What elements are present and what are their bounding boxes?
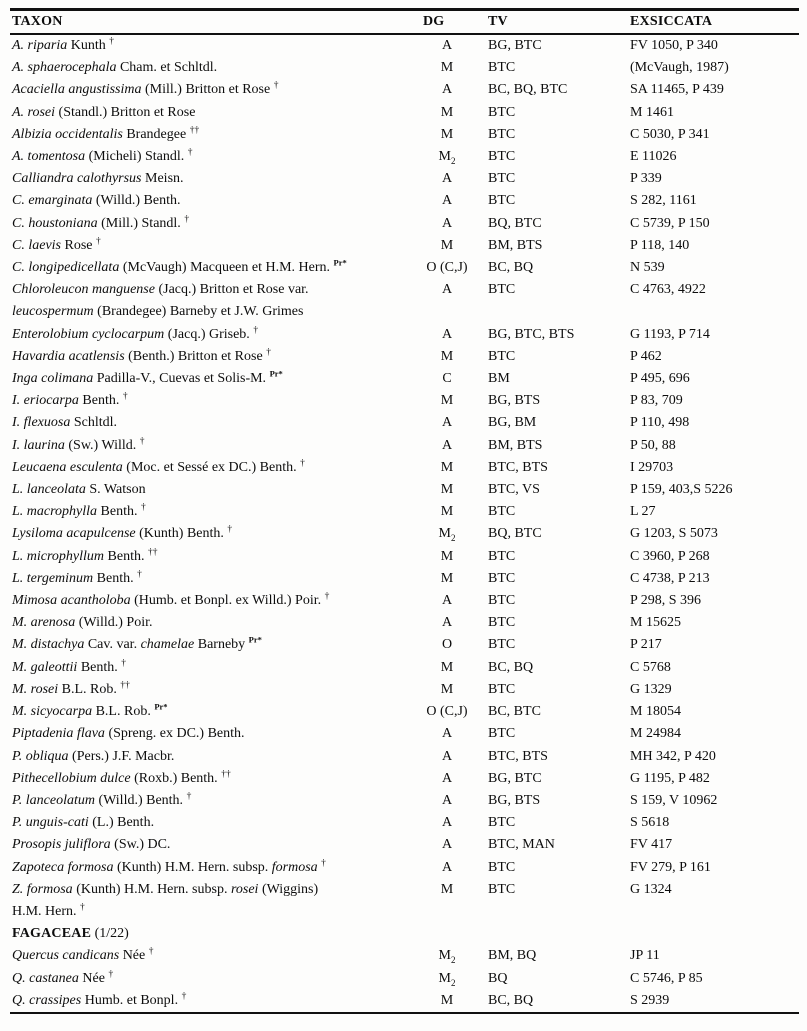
exsiccata-cell: M 24984 <box>630 726 681 742</box>
tv-cell: BM <box>488 371 510 387</box>
table-row <box>10 124 799 146</box>
taxon-cell: A. tomentosa (Micheli) Standl. † <box>12 147 193 165</box>
exsiccata-cell: C 5746, P 85 <box>630 970 703 986</box>
taxon-cell: Calliandra calothyrsus Meisn. <box>12 171 184 187</box>
tv-cell: BC, BTC <box>488 704 541 720</box>
document-page <box>0 8 807 1031</box>
taxon-cell: M. distachya Cav. var. chamelae Barneby $^{Pr*}$ <box>12 634 262 653</box>
exsiccata-cell: P 159, 403,S 5226 <box>630 482 733 498</box>
dg-cell: O <box>441 637 453 653</box>
taxon-cell: Piptadenia flava (Spreng. ex DC.) Benth. <box>12 726 245 742</box>
tv-cell: BTC <box>488 859 516 875</box>
dg-cell: M <box>440 570 454 586</box>
exsiccata-cell: G 1193, P 714 <box>630 326 710 342</box>
table-row <box>10 790 799 812</box>
exsiccata-cell: G 1329 <box>630 681 672 697</box>
tv-cell: BTC <box>488 593 516 609</box>
exsiccata-cell: C 5030, P 341 <box>630 126 710 142</box>
table-row <box>10 190 799 212</box>
exsiccata-cell: C 4763, 4922 <box>630 282 706 298</box>
exsiccata-cell: M 18054 <box>630 704 681 720</box>
taxon-cell: L. macrophylla Benth. † <box>12 502 146 520</box>
tv-cell: BTC <box>488 282 516 298</box>
exsiccata-cell: S 159, V 10962 <box>630 792 718 808</box>
dg-cell: M <box>440 459 454 475</box>
table-row <box>10 168 799 190</box>
table-row <box>10 57 799 79</box>
taxon-cell: Havardia acatlensis (Benth.) Britton et Rose † <box>12 347 271 364</box>
taxon-cell: Quercus candicans Née † <box>12 946 154 964</box>
tv-cell: BC, BQ, BTC <box>488 82 568 98</box>
tv-cell: BTC <box>488 815 516 831</box>
dg-cell: M <box>440 60 454 76</box>
table-row <box>10 501 799 523</box>
tv-cell: BTC, VS <box>488 482 540 498</box>
tv-cell: BTC <box>488 60 516 76</box>
taxon-cell: P. obliqua (Pers.) J.F. Macbr. <box>12 748 175 764</box>
dg-cell: A <box>441 326 453 342</box>
tv-cell: BTC <box>488 126 516 142</box>
taxon-cell: Zapoteca formosa (Kunth) H.M. Hern. subsp. formosa † <box>12 857 326 875</box>
table-row <box>10 634 799 656</box>
table-row <box>10 723 799 745</box>
table-row <box>10 812 799 834</box>
tv-cell: BTC <box>488 504 516 520</box>
taxa-table <box>10 8 799 1014</box>
table-row <box>10 701 799 723</box>
dg-cell: C <box>442 371 452 387</box>
dg-cell: A <box>441 171 453 187</box>
header-row <box>10 10 799 35</box>
dg-cell: M <box>440 992 454 1008</box>
dg-cell: O (C,J) <box>426 704 468 720</box>
taxon-cell: L. tergeminum Benth. † <box>12 569 142 586</box>
dg-cell: A <box>441 748 453 764</box>
dg-cell: M <box>440 126 454 142</box>
dg-cell: A <box>441 38 453 53</box>
column-header-dg: DG <box>418 10 486 35</box>
taxon-cell: Mimosa acantholoba (Humb. et Bonpl. ex Willd.) Poir. † <box>12 591 330 609</box>
taxon-cell: Z. formosa (Kunth) H.M. Hern. subsp. rosei (Wiggins) H.M. Hern. † <box>12 881 319 919</box>
column-header-taxon: TAXON <box>10 10 418 35</box>
exsiccata-cell: M 1461 <box>630 104 674 120</box>
taxon-cell: Enterolobium cyclocarpum (Jacq.) Griseb. † <box>12 324 259 342</box>
dg-cell: $M_2$ <box>438 970 456 988</box>
table-row <box>10 146 799 168</box>
taxon-cell: Q. crassipes Humb. et Bonpl. † <box>12 991 187 1008</box>
table-row <box>10 746 799 768</box>
tv-cell: BG, BTC <box>488 770 542 786</box>
table-row <box>10 657 799 679</box>
tv-cell: BTC, BTS <box>488 459 548 475</box>
tv-cell: BQ <box>488 970 508 986</box>
taxon-cell: I. eriocarpa Benth. † <box>12 391 128 409</box>
tv-cell: BG, BM <box>488 415 537 431</box>
table-header <box>10 10 799 35</box>
tv-cell: BQ, BTC <box>488 526 542 542</box>
table-row <box>10 235 799 257</box>
table-row <box>10 102 799 124</box>
table-row <box>10 368 799 390</box>
tv-cell: BTC <box>488 681 516 697</box>
taxon-cell: A. rosei (Standl.) Britton et Rose <box>12 104 196 120</box>
dg-cell: A <box>441 593 453 609</box>
table-row <box>10 435 799 457</box>
taxon-cell: M. galeottii Benth. † <box>12 658 127 675</box>
dg-cell: A <box>441 282 453 298</box>
dg-cell: A <box>441 82 453 98</box>
table-row <box>10 523 799 545</box>
column-header-tv: TV <box>486 10 628 35</box>
table-body <box>10 34 799 1013</box>
exsiccata-cell: E 11026 <box>630 149 677 165</box>
taxon-cell: Leucaena esculenta (Moc. et Sessé ex DC.) Benth. † <box>12 458 305 475</box>
tv-cell: BTC <box>488 570 516 586</box>
exsiccata-cell: C 3960, P 268 <box>630 548 710 564</box>
tv-cell: BQ, BTC <box>488 215 542 231</box>
tv-cell: BTC <box>488 171 516 187</box>
table-row <box>10 34 799 57</box>
tv-cell: BM, BQ <box>488 948 537 964</box>
dg-cell: M <box>440 681 454 697</box>
table-row <box>10 768 799 790</box>
exsiccata-cell: S 5618 <box>630 815 670 831</box>
exsiccata-cell <box>628 923 799 945</box>
tv-cell: BTC <box>488 193 516 209</box>
dg-cell: M <box>440 504 454 520</box>
tv-cell: BTC <box>488 615 516 631</box>
exsiccata-cell: G 1203, S 5073 <box>630 526 718 542</box>
tv-cell: BTC <box>488 348 516 364</box>
exsiccata-cell: SA 11465, P 439 <box>630 82 724 98</box>
dg-cell: A <box>441 193 453 209</box>
dg-cell: A <box>441 815 453 831</box>
table-row <box>10 79 799 101</box>
exsiccata-cell: G 1324 <box>630 881 672 897</box>
exsiccata-cell: P 495, 696 <box>630 371 690 387</box>
table-row <box>10 390 799 412</box>
family-name-cell: FAGACEAE (1/22) <box>12 926 129 942</box>
taxon-cell: Q. castanea Née † <box>12 968 114 986</box>
exsiccata-cell: MH 342, P 420 <box>630 748 716 764</box>
dg-cell: M <box>440 548 454 564</box>
tv-cell <box>486 923 628 945</box>
dg-cell: A <box>441 792 453 808</box>
exsiccata-cell: P 217 <box>630 637 662 653</box>
table-row <box>10 679 799 701</box>
exsiccata-cell: P 462 <box>630 348 662 364</box>
tv-cell: BG, BTC, BTS <box>488 326 575 342</box>
exsiccata-cell: FV 279, P 161 <box>630 859 711 875</box>
exsiccata-cell: I 29703 <box>630 459 674 475</box>
tv-cell: BG, BTS <box>488 393 541 409</box>
exsiccata-cell: C 5739, P 150 <box>630 215 710 231</box>
dg-cell: M <box>440 104 454 120</box>
dg-cell: $M_2$ <box>438 948 456 966</box>
dg-cell: $M_2$ <box>438 526 456 544</box>
exsiccata-cell: G 1195, P 482 <box>630 770 710 786</box>
taxon-cell: C. houstoniana (Mill.) Standl. † <box>12 213 190 231</box>
table-row <box>10 457 799 479</box>
dg-cell: M <box>440 348 454 364</box>
dg-cell <box>418 923 486 945</box>
taxon-cell: Prosopis juliflora (Sw.) DC. <box>12 837 171 853</box>
table-row <box>10 568 799 590</box>
exsiccata-cell: P 298, S 396 <box>630 593 702 609</box>
dg-cell: M <box>440 482 454 498</box>
table-row <box>10 257 799 279</box>
tv-cell: BG, BTS <box>488 792 541 808</box>
dg-cell: A <box>441 215 453 231</box>
table-row <box>10 945 799 967</box>
dg-cell: A <box>441 415 453 431</box>
tv-cell: BM, BTS <box>488 237 543 253</box>
dg-cell: M <box>440 659 454 675</box>
exsiccata-cell: P 83, 709 <box>630 393 683 409</box>
tv-cell: BTC <box>488 726 516 742</box>
tv-cell: BTC <box>488 548 516 564</box>
dg-cell: A <box>441 615 453 631</box>
exsiccata-cell: FV 1050, P 340 <box>630 38 718 53</box>
dg-cell: $M_2$ <box>438 149 456 166</box>
exsiccata-cell: P 118, 140 <box>630 237 690 253</box>
taxon-cell: M. arenosa (Willd.) Poir. <box>12 615 153 631</box>
dg-cell: A <box>441 770 453 786</box>
dg-cell: A <box>441 726 453 742</box>
tv-cell: BC, BQ <box>488 659 534 675</box>
table-row <box>10 590 799 612</box>
table-row <box>10 213 799 235</box>
exsiccata-cell: N 539 <box>630 260 665 276</box>
taxon-cell: C. emarginata (Willd.) Benth. <box>12 193 181 209</box>
tv-cell: BTC <box>488 637 516 653</box>
tv-cell: BTC, MAN <box>488 837 555 853</box>
dg-cell: M <box>440 881 454 897</box>
exsiccata-cell: (McVaugh, 1987) <box>630 60 729 76</box>
taxon-cell: Chloroleucon manguense (Jacq.) Britton et Rose var. leucospermum (Brandegee) Barneby et J.W. Grimes <box>12 282 309 320</box>
table-row <box>10 479 799 501</box>
tv-cell: BC, BQ <box>488 260 534 276</box>
exsiccata-cell: S 2939 <box>630 992 670 1008</box>
tv-cell: BG, BTC <box>488 38 542 53</box>
exsiccata-cell: S 282, 1161 <box>630 193 697 209</box>
exsiccata-cell: P 339 <box>630 171 662 187</box>
taxon-cell: M. sicyocarpa B.L. Rob. $^{Pr*}$ <box>12 701 168 720</box>
dg-cell: O (C,J) <box>426 260 468 276</box>
tv-cell: BC, BQ <box>488 992 534 1008</box>
taxon-cell: Albizia occidentalis Brandegee †† <box>12 125 200 142</box>
exsiccata-cell: P 110, 498 <box>630 415 690 431</box>
table-row <box>10 612 799 634</box>
dg-cell: A <box>441 859 453 875</box>
exsiccata-cell: C 4738, P 213 <box>630 570 710 586</box>
table-row <box>10 412 799 434</box>
dg-cell: A <box>441 837 453 853</box>
exsiccata-cell: P 50, 88 <box>630 437 676 453</box>
table-row <box>10 857 799 879</box>
taxon-cell: Lysiloma acapulcense (Kunth) Benth. † <box>12 524 233 542</box>
exsiccata-cell: FV 417 <box>630 837 673 853</box>
taxon-cell: C. longipedicellata (McVaugh) Macqueen et H.M. Hern. $^{Pr*}$ <box>12 257 347 276</box>
tv-cell: BTC <box>488 881 516 897</box>
taxon-cell: I. laurina (Sw.) Willd. † <box>12 436 145 453</box>
tv-cell: BTC <box>488 149 516 165</box>
dg-cell: M <box>440 237 454 253</box>
table-row <box>10 879 799 923</box>
dg-cell: A <box>441 437 453 453</box>
table-row <box>10 324 799 346</box>
exsiccata-cell: L 27 <box>630 504 656 520</box>
taxon-cell: M. rosei B.L. Rob. †† <box>12 680 130 697</box>
taxon-cell: L. lanceolata S. Watson <box>12 482 146 498</box>
taxon-cell: Pithecellobium dulce (Roxb.) Benth. †† <box>12 769 231 786</box>
taxon-cell: I. flexuosa Schltdl. <box>12 415 117 431</box>
exsiccata-cell: JP 11 <box>630 948 660 964</box>
exsiccata-cell: C 5768 <box>630 659 671 675</box>
table-row <box>10 990 799 1013</box>
table-row <box>10 346 799 368</box>
tv-cell: BM, BTS <box>488 437 543 453</box>
taxon-cell: L. microphyllum Benth. †† <box>12 547 158 564</box>
table-row <box>10 968 799 990</box>
table-row <box>10 834 799 856</box>
taxon-cell: Acaciella angustissima (Mill.) Britton et Rose † <box>12 80 279 98</box>
family-section-row <box>10 923 799 945</box>
taxon-cell: Inga colimana Padilla-V., Cuevas et Solis-M. $^{Pr*}$ <box>12 368 283 387</box>
table-row <box>10 279 799 323</box>
taxon-cell: C. laevis Rose † <box>12 236 101 253</box>
taxon-cell: P. lanceolatum (Willd.) Benth. † <box>12 791 192 808</box>
table-row <box>10 546 799 568</box>
taxon-cell: A. riparia Kunth † <box>12 36 114 53</box>
tv-cell: BTC, BTS <box>488 748 548 764</box>
dg-cell: M <box>440 393 454 409</box>
tv-cell: BTC <box>488 104 516 120</box>
exsiccata-cell: M 15625 <box>630 615 681 631</box>
taxon-cell: P. unguis-cati (L.) Benth. <box>12 815 155 831</box>
column-header-exsiccata: EXSICCATA <box>628 10 799 35</box>
taxon-cell: A. sphaerocephala Cham. et Schltdl. <box>12 60 218 76</box>
